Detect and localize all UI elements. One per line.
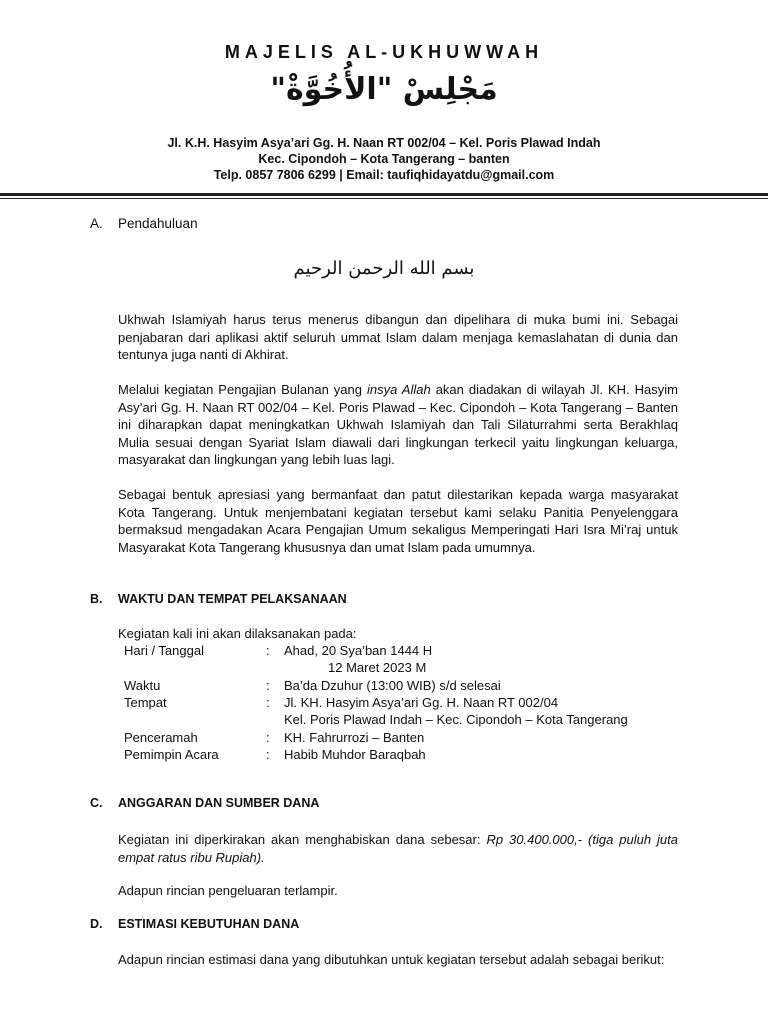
schedule-colon: : [266, 747, 270, 762]
section-c-paragraph-2: Adapun rincian pengeluaran terlampir. [118, 883, 338, 898]
schedule-value: Ba’da Dzuhur (13:00 WIB) s/d selesai [284, 678, 501, 693]
schedule-value: Ahad, 20 Sya’ban 1444 H [284, 643, 433, 658]
schedule-row-penceramah [118, 729, 678, 746]
paragraph-2-text-start: Melalui kegiatan Pengajian Bulanan yang [118, 382, 367, 397]
letterhead-rule-thin [0, 198, 768, 199]
section-d-paragraph-1: Adapun rincian estimasi dana yang dibutuhkan untuk kegiatan tersebut adalah sebagai berikut: [118, 952, 665, 967]
schedule-row-tanggal [118, 659, 678, 676]
section-d-letter: D. [90, 917, 103, 931]
schedule-row-tempat-2 [118, 711, 678, 728]
section-a-paragraph-2 [118, 381, 678, 469]
section-a-title: Pendahuluan [118, 216, 198, 231]
budget-amount: Rp 30.400.000,- (tiga puluh juta empat ratus ribu Rupiah). [118, 832, 679, 865]
paragraph-2-italic: insya Allah [366, 382, 431, 397]
section-a-paragraph-1: Ukhwah Islamiyah harus terus menerus dibangun dan dipelihara di muka bumi ini. Sebagai penjabaran dari aplikasi aktif seluruh ummat Islam dalam menjaga kemaslahatan di dunia dan tentunya juga nanti di Akhirat. [118, 312, 678, 362]
basmalah: بسم الله الرحمن الرحيم [293, 258, 475, 279]
schedule-label: Pemimpin Acara [124, 747, 219, 762]
schedule-label: Tempat [124, 695, 167, 710]
section-c-letter: C. [90, 796, 103, 810]
address-line-1: Jl. K.H. Hasyim Asya’ari Gg. H. Naan RT 002/04 – Kel. Poris Plawad Indah [167, 136, 601, 150]
section-c-heading [90, 796, 319, 810]
section-c-paragraph-1 [118, 831, 678, 866]
section-a-heading [90, 216, 198, 231]
paragraph-2-text-end: akan diadakan di wilayah Jl. KH. Hasyim Asy’ari Gg. H. Naan RT 002/04 – Kel. Poris Plawad – Kec. Cipondoh – Kota Tangerang – Banten ini diharapkan dapat meningkatkan Ukhwah Islamiyah dan Tali Silaturrahmi serta Berakhlaq Mulia sesuai dengan Syariat Islam diawali dari lingkungan terkecil yaitu lingkungan keluarga, masyarakat dan lingkungan yang lebih luas lagi. [118, 382, 678, 467]
org-name: MAJELIS AL-UKHUWWAH [224, 42, 544, 62]
schedule-colon: : [266, 695, 270, 710]
section-b-title: WAKTU DAN TEMPAT PELAKSANAAN [118, 592, 347, 606]
section-b-letter: B. [90, 592, 103, 606]
schedule-value: KH. Fahrurrozi – Banten [284, 730, 425, 745]
schedule-value: 12 Maret 2023 M [328, 660, 427, 675]
letterhead-rule-thick [0, 193, 768, 196]
schedule-value: Habib Muhdor Baraqbah [284, 747, 426, 762]
schedule-value: Jl. KH. Hasyim Asya’ari Gg. H. Naan RT 002/04 [284, 695, 559, 710]
section-b-heading [90, 592, 347, 606]
section-a-paragraph-3: Sebagai bentuk apresiasi yang bermanfaat dan patut dilestarikan kepada warga masyarakat Kota Tangerang. Untuk menjembatani kegiatan tersebut kami selaku Panitia Penyelenggara bermaksud mengadakan Acara Pengajian Umum sekaligus Memperingati Hari Isra Mi’raj untuk Masyarakat Kota Tangerang khususnya dan umat Islam pada umumnya. [118, 487, 678, 555]
schedule-row-hari [118, 642, 678, 659]
section-c-title: ANGGARAN DAN SUMBER DANA [118, 796, 320, 810]
schedule-value: Kel. Poris Plawad Indah – Kec. Cipondoh – Kota Tangerang [284, 712, 628, 727]
section-d-heading [90, 917, 299, 931]
schedule-colon: : [266, 643, 270, 658]
schedule-row-pemimpin [118, 746, 678, 763]
schedule-label: Waktu [124, 678, 161, 693]
schedule-row-waktu [118, 677, 678, 694]
paragraph-c-text: Kegiatan ini diperkirakan akan menghabiskan dana sebesar: [118, 832, 487, 847]
section-d-title: ESTIMASI KEBUTUHAN DANA [118, 917, 300, 931]
org-name-arabic: مَجْلِسْ "الأُخُوَّةْ" [270, 72, 498, 107]
schedule-row-tempat [118, 694, 678, 711]
schedule-colon: : [266, 678, 270, 693]
schedule-label: Penceramah [124, 730, 198, 745]
section-a-letter: A. [90, 216, 103, 231]
address-line-3: Telp. 0857 7806 6299 | Email: taufiqhidayatdu@gmail.com [213, 168, 555, 182]
schedule-colon: : [266, 730, 270, 745]
section-b-intro: Kegiatan kali ini akan dilaksanakan pada: [118, 626, 357, 641]
schedule-label: Hari / Tanggal [124, 643, 204, 658]
address-line-2: Kec. Cipondoh – Kota Tangerang – banten [258, 152, 510, 166]
